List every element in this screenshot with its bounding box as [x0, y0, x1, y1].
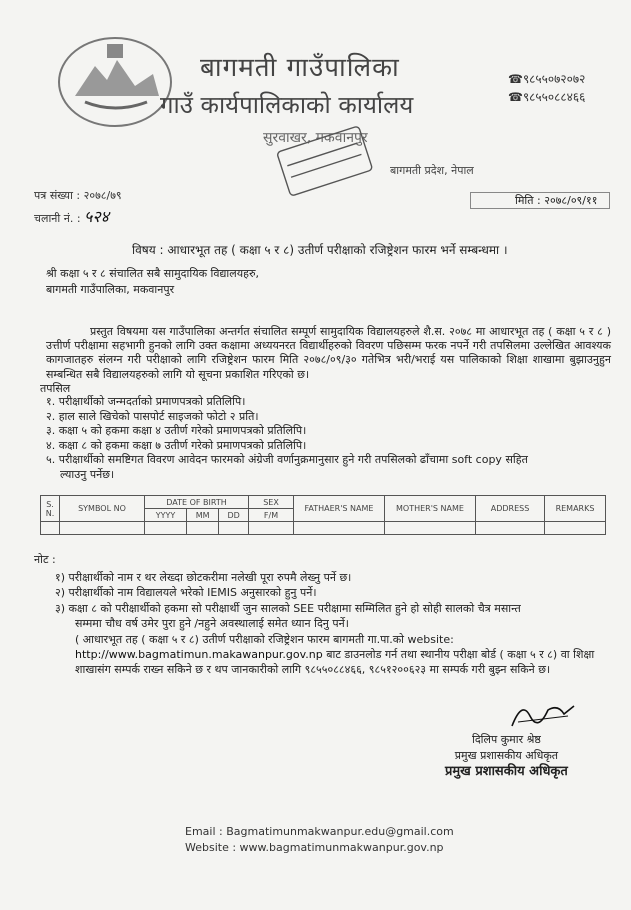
table-header-symbol: SYMBOL NO	[60, 496, 145, 522]
requirement-item: ४. कक्षा ८ को हकमा कक्षा ७ उतीर्ण गरेको प्रमाणपत्रको प्रतिलिपि।	[46, 438, 307, 452]
date-value: २०७८/०९/११	[544, 194, 598, 207]
subject-line: विषय : आधारभूत तह ( कक्षा ५ र ८) उतीर्ण परीक्षाको रजिष्ट्रेशन फारम भर्ने सम्बन्धमा ।	[132, 243, 508, 257]
requirements-list	[46, 395, 616, 482]
requirement-item: ३. कक्षा ५ को हकमा कक्षा ४ उतीर्ण गरेको प्रमाणपत्रको प्रतिलिपि।	[46, 424, 307, 437]
tapsil-label: तपसिल	[40, 382, 71, 395]
requirement-item: ल्याउनु पर्नेछ।	[60, 467, 115, 481]
signer-title: प्रमुख प्रशासकीय अधिकृत	[454, 749, 559, 762]
signer-name: दिलिप कुमार श्रेष्ठ	[471, 733, 541, 746]
table-header-dd: DD	[219, 509, 249, 522]
recipient-line-2: बागमती गाउँपालिका, मकवानपुर	[46, 283, 175, 296]
requirement-item: २. हाल साले खिचेको पासपोर्ट साइजको फोटो २ प्रति।	[46, 409, 259, 423]
note-item: २) परीक्षार्थीको नाम विद्यालयले भरेको IEMIS अनुसारको हुनु पर्ने।	[55, 586, 317, 600]
table-cell	[476, 522, 545, 535]
table-header-address: ADDRESS	[476, 496, 545, 522]
table-header-row	[41, 496, 606, 509]
download-text-pre: ( आधारभूत तह ( कक्षा ५ र ८) उतीर्ण परीक्षाको रजिष्ट्रेशन फारम बागमती गा.पा.को website:	[75, 633, 454, 646]
table-cell	[187, 522, 219, 535]
municipality-title: बागमती गाउँपालिका	[200, 53, 400, 83]
letter-number	[34, 188, 122, 203]
dispatch-number-value: ५२४	[84, 207, 110, 226]
table-header-mm: MM	[187, 509, 219, 522]
table-header-father: FATHAER'S NAME	[294, 496, 385, 522]
letter-number-value: २०७८/७९	[83, 189, 122, 202]
table-cell	[249, 522, 294, 535]
nepal-emblem-icon	[55, 36, 175, 128]
table-cell	[294, 522, 385, 535]
province-label: बागमती प्रदेश, नेपाल	[390, 164, 474, 177]
table-header-remarks: REMARKS	[545, 496, 606, 522]
table-cell	[60, 522, 145, 535]
sn-line-2: N.	[45, 508, 55, 518]
table-cell	[219, 522, 249, 535]
signer-block	[445, 732, 568, 780]
office-stamp-icon	[270, 126, 380, 198]
note-item: सम्ममा चौध वर्ष उमेर पुरा हुने /नहुने अवस्थालाई समेत ध्यान दिनु पर्ने।	[75, 616, 349, 630]
registration-table	[40, 495, 606, 535]
note-label: नोट :	[34, 553, 56, 566]
table-header-sex-sub: F/M	[249, 509, 294, 522]
requirement-item: १. परीक्षार्थीको जन्मदर्ताको प्रमाणपत्रको प्रतिलिपि।	[46, 395, 246, 408]
signer-stamp-title: प्रमुख प्रशासकीय अधिकृत	[445, 764, 568, 779]
download-text-post: बाट डाउनलोड गर्न तथा स्थानीय परीक्षा बोर्ड ( कक्षा ५ र ८) वा शिक्षा शाखासंग सम्पर्क राख्न सकिने छ र थप जानकारीको लागि ९८५५०८८४६६, ९८५१२००६२३ मा सम्पर्क गरी बुझ्न सकिने छ।	[75, 648, 595, 676]
table-header-sn	[41, 496, 60, 522]
dispatch-number	[34, 205, 109, 227]
table-cell	[545, 522, 606, 535]
phone-1: ☎९८५५०७२०७२	[508, 72, 586, 86]
office-location: सुरवाखर, मकवानपुर	[263, 130, 368, 146]
table-cell	[145, 522, 187, 535]
office-title: गाउँ कार्यपालिकाको कार्यालय	[160, 91, 414, 119]
table-row	[41, 522, 606, 535]
website-link[interactable]: http://www.bagmatimun.makawanpur.gov.np	[75, 648, 323, 661]
sn-line-1: S.	[46, 499, 54, 509]
footer-contact	[185, 824, 454, 856]
recipient-line-1: श्री कक्षा ५ र ८ संचालित सबै सामुदायिक विद्यालयहरु,	[46, 267, 260, 280]
phone-2: ☎९८५५०८८४६६	[508, 90, 586, 104]
date-field	[470, 192, 610, 209]
footer-email[interactable]: Email : Bagmatimunmakwanpur.edu@gmail.com	[185, 825, 454, 838]
letter-number-label: पत्र संख्या :	[34, 189, 81, 202]
table-header-dob: DATE OF BIRTH	[145, 496, 249, 509]
table-header-sex: SEX	[249, 496, 294, 509]
footer-website[interactable]: Website : www.bagmatimunmakwanpur.gov.np	[185, 841, 444, 854]
dispatch-number-label: चलानी नं. :	[34, 212, 81, 225]
table-cell	[385, 522, 476, 535]
note-item: ३) कक्षा ८ को परीक्षार्थीको हकमा सो परीक्षार्थी जुन सालको SEE परीक्षामा सम्मिलित हुने हो सोही सालको चैत्र मसान्त	[55, 601, 521, 615]
body-paragraph: प्रस्तुत विषयमा यस गाउँपालिका अन्तर्गत संचालित सम्पूर्ण सामुदायिक विद्यालयहरुले शै.स. २०७८ मा आधारभूत तह ( कक्षा ५ र ८ ) उत्तीर्ण परीक्षामा सहभागी हुनको लागि उक्त कक्षामा अध्ययनरत विद्यार्थीहरुको विवरण पछिसम्म फरक नपर्ने गरी तपसिलमा उल्लेखित आवश्यक कागजातहरु संलग्न गरी परीक्षाको लागि रजिष्ट्रेशन फारम मिति २०७८/०९/३० गतेभित्र भरी/भराई यस पालिकाको शिक्षा शाखामा बुझाउनुहुन सम्बन्धित सबै विद्यालयहरुको लागि यो सूचना प्रकाशित गरिएको छ।	[46, 325, 611, 381]
note-item: १) परीक्षार्थीको नाम र थर लेख्दा छोटकरीमा नलेखी पूरा रुपमै लेख्नु पर्ने छ।	[55, 571, 352, 584]
notes-list	[55, 570, 615, 631]
table-cell	[41, 522, 60, 535]
table-header-yyyy: YYYY	[145, 509, 187, 522]
phone-numbers	[508, 70, 585, 106]
date-label: मिति :	[515, 194, 541, 207]
requirement-item: ५. परीक्षार्थीको समष्टिगत विवरण आवेदन फारमको अंग्रेजी वर्णानुक्रमानुसार हुने गरी तपसिलको ढाँचामा soft copy सहित	[46, 453, 528, 466]
signature-icon	[508, 696, 578, 732]
download-paragraph	[75, 632, 615, 677]
table-header-mother: MOTHER'S NAME	[385, 496, 476, 522]
